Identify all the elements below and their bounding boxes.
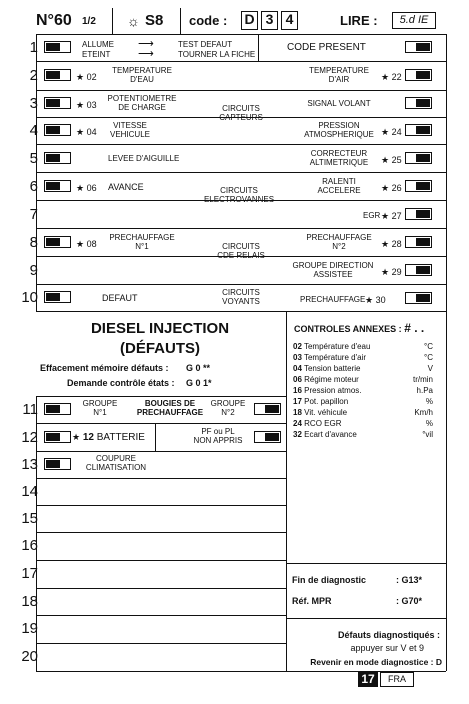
label-left-3: POTENTIOMETRE DE CHARGE [107,94,177,112]
sun-icon: ☼ [127,13,140,29]
row-number-17: 17 [21,565,38,582]
revenir-mode: Revenir en mode diagnostice : D [310,657,442,667]
lamp-right-10 [405,292,432,304]
list-item: 02 Température d'eau °C [293,342,433,351]
row-number-13: 13 [21,456,38,473]
row-number-18: 18 [21,593,38,610]
label-right-4: PRESSION ATMOSPHERIQUE [304,121,374,139]
label-right-7: EGR [363,211,381,220]
coupure-clim-label: COUPURE CLIMATISATION [85,454,147,472]
controles-list [293,341,433,440]
lamp-right-9 [405,264,432,276]
page-number-badge: 17 [358,672,378,687]
lamp-climatisation [44,458,71,470]
code-left-8: ★ 08 [76,239,97,249]
list-item: 03 Température d'air °C [293,353,433,362]
code-right-8: ★ 28 [381,239,402,249]
label-right-9: GROUPE DIRECTION ASSISTEE [292,261,374,279]
label-right-6: RALENTI ACCELERE [317,177,361,195]
lamp-groupe-2 [254,403,281,415]
code-left-4: ★ 04 [76,127,97,137]
lamp-left-2 [44,69,71,81]
code-present-lamp [405,41,432,53]
lamp-right-3 [405,97,432,109]
demande-code: G 0 1* [186,378,212,388]
row-number-20: 20 [21,648,38,665]
card-number: N°60 [36,12,72,29]
row-number-9: 9 [29,262,38,279]
row-number-15: 15 [21,510,38,527]
code-right-4: ★ 24 [381,127,402,137]
lamp-left-6 [44,180,71,192]
lamp-groupe-1 [44,403,71,415]
code-right-7: ★ 27 [381,211,402,221]
row-number-6: 6 [29,178,38,195]
ref-mpr-code: : G70* [396,596,423,606]
code-right-2: ★ 22 [381,72,402,82]
row-number-19: 19 [21,620,38,637]
list-item: 24 RCO EGR % [293,419,433,428]
diesel-title: DIESEL INJECTION [90,320,230,337]
row-number-7: 7 [29,206,38,223]
group-circuits-electrovannes: CIRCUITS ELECTROVANNES [203,186,275,204]
code-digit-2: 3 [261,11,278,30]
allume-label: ALLUME [82,40,115,49]
fin-diagnostic-label: Fin de diagnostic [292,575,367,585]
groupe-1-label: GROUPE N°1 [82,399,118,417]
code-right-9: ★ 29 [381,267,402,277]
lamp-right-5 [405,152,432,164]
group-circuits-voyants: CIRCUITS VOYANTS [222,288,260,306]
demande-label: Demande contrôle états : [67,378,175,388]
row-number-3: 3 [29,95,38,112]
controles-title: CONTROLES ANNEXES : # . . [294,321,425,335]
card-page: 1/2 [82,16,96,27]
ref-mpr-label: Réf. MPR [292,596,332,606]
label-right-10: PRECHAUFFAGE [300,295,366,304]
lamp-batterie [44,431,71,443]
defauts-diagnostiques: Défauts diagnostiqués : [337,630,440,640]
code-left-2: ★ 02 [76,72,97,82]
lamp-right-7 [405,208,432,220]
code-digit-1: D [241,11,258,30]
list-item: 18 Vit. véhicule Km/h [293,408,433,417]
row-number-5: 5 [29,150,38,167]
diesel-subtitle: (DÉFAUTS) [120,340,200,357]
row-number-2: 2 [29,67,38,84]
label-left-4: VITESSE VEHICULE [109,121,150,139]
lamp-non-appris [254,431,281,443]
lamp-right-2 [405,69,432,81]
row-number-11: 11 [22,401,38,418]
group-circuits-capteurs: CIRCUITS CAPTEURS [219,104,263,122]
list-item: 17 Pot. papillon % [293,397,433,406]
arrow-right-icon: ⟶ [138,48,154,60]
bougies-label: BOUGIES DE PRECHAUFFAGE [136,399,204,417]
lamp-right-8 [405,236,432,248]
code-left-6: ★ 06 [76,183,97,193]
label-left-5: LEVEE D'AIGUILLE [108,154,180,163]
label-right-2: TEMPERATURE D'AIR [309,66,369,84]
list-item: 06 Régime moteur tr/min [293,375,433,384]
appuyer-v9: appuyer sur V et 9 [350,643,424,653]
row-number-12: 12 [21,429,38,446]
eteint-label: ETEINT [82,50,111,59]
test-defaut-label: TEST DEFAUT [178,40,233,49]
row-number-16: 16 [21,537,38,554]
label-left-8: PRECHAUFFAGE N°1 [109,233,175,251]
lamp-right-4 [405,124,432,136]
batterie-label: ★ 12 BATTERIE [72,432,145,443]
code-right-10: ★ 30 [365,295,386,305]
code-digit-3: 4 [281,11,298,30]
label-left-10: DEFAUT [102,293,138,303]
groupe-2-label: GROUPE N°2 [210,399,246,417]
label-left-6: AVANCE [108,182,144,192]
code-right-5: ★ 25 [381,155,402,165]
lire-label: LIRE : [340,13,378,28]
effacement-code: G 0 ** [186,363,211,373]
code-present-label: CODE PRESENT [287,42,366,53]
lamp-left-4 [44,124,71,136]
lamp-left-3 [44,97,71,109]
row-number-10: 10 [21,289,38,306]
row-number-8: 8 [29,234,38,251]
label-left-2: TEMPERATURE D'EAU [112,66,172,84]
indicator-lamp-legend [44,41,71,53]
lamp-right-6 [405,180,432,192]
lamp-left-10 [44,291,71,303]
lire-value: 5.d IE [392,12,436,29]
label-right-8: PRECHAUFFAGE N°2 [306,233,372,251]
code-left-3: ★ 03 [76,100,97,110]
label-right-5: CORRECTEUR ALTIMETRIQUE [309,149,369,167]
group-circuits-cde-relais: CIRCUITS CDE RELAIS [217,242,265,260]
fin-diagnostic-code: : G13* [396,575,423,585]
effacement-label: Effacement mémoire défauts : [40,363,169,373]
pf-pl-label: PF ou PL NON APPRIS [193,427,243,445]
row-number-1: 1 [29,39,38,56]
list-item: 16 Pression atmos. h.Pa [293,386,433,395]
tourner-fiche-label: TOURNER LA FICHE [178,50,256,59]
code-label: code : [189,13,228,28]
code-right-6: ★ 26 [381,183,402,193]
list-item: 04 Tension batterie V [293,364,433,373]
list-item: 32 Ecart d'avance °vil [293,430,433,439]
label-right-3: SIGNAL VOLANT [307,99,371,108]
lamp-left-8 [44,236,71,248]
row-number-14: 14 [21,483,38,500]
mode-label: S8 [145,12,164,29]
row-number-4: 4 [29,122,38,139]
arrow-right-icon: ⟶ [138,38,154,50]
lamp-left-5 [44,152,71,164]
language-badge: FRA [380,672,414,687]
